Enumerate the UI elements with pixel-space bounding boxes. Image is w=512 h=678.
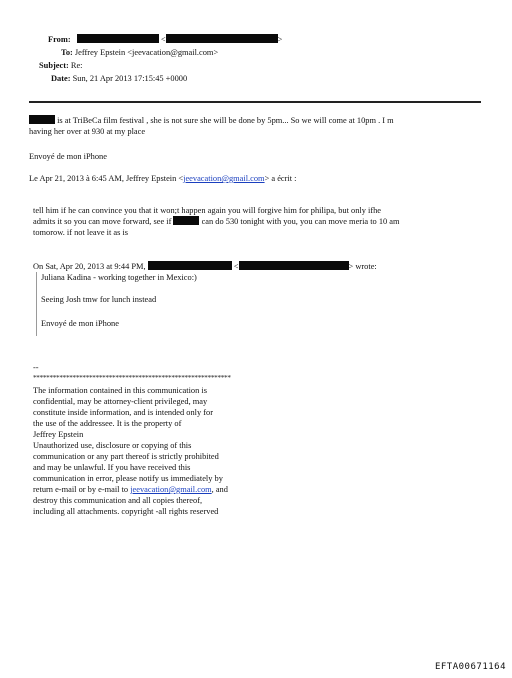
quoted-2-line-1: Juliana Kadina - working together in Mexico:) [41,273,197,282]
to-row [61,47,218,58]
reply-attribution-post: > a écrit : [264,174,297,183]
disclaimer-line: and may be unlawful. If you have received this [33,463,191,472]
quoted-line-3: tomorow. if not leave it as is [33,228,129,237]
sent-from-iphone: Envoyé de mon iPhone [29,152,107,161]
quoted-line-1: tell him if he can convince you that it won;t happen again you will forgive him for philipa, but only ifhe [33,206,382,215]
quote-bar [36,272,37,336]
disclaimer-line: including all attachments. copyright -all rights reserved [33,507,219,516]
notify-pre: return e-mail or by e-mail to [33,485,131,494]
disclaimer-line: communication or any part thereof is strictly prohibited [33,452,219,461]
redaction-block [239,261,349,270]
to-label: To: [61,48,73,57]
from-row [48,34,282,45]
date-row [51,73,187,84]
wrote-post: > wrote: [348,262,377,271]
from-lt: < [160,35,166,44]
body-line-1: is at TriBeCa film festival , she is not sure she will be done by 5pm... So we will come at 10pm . I m [55,116,394,125]
reply-attribution [29,173,297,184]
body-line-2: having her over at 930 at my place [29,127,146,136]
redaction-block [166,34,278,43]
disclaimer-line: the use of the addressee. It is the property of [33,419,182,428]
bates-number: EFTA00671164 [434,662,506,672]
date-value: Sun, 21 Apr 2013 17:15:45 +0000 [72,74,188,83]
quoted-line-2-pre: admits it so you can move forward, see if [33,217,172,226]
disclaimer-line: communication in error, please notify us immediately by [33,474,223,483]
signature-dashes: -- [33,363,39,372]
wrote-attribution [33,261,377,272]
quoted-2-line-3: Envoyé de mon iPhone [41,319,119,328]
reply-attribution-pre: Le Apr 21, 2013 à 6:45 AM, Jeffrey Epstein < [29,174,184,183]
subject-label: Subject: [39,61,69,70]
subject-row [39,60,83,71]
disclaimer-line: destroy this communication and all copies thereof, [33,496,203,505]
wrote-lt: < [233,262,239,271]
from-gt: > [277,35,283,44]
header-divider [29,101,481,103]
disclaimer-notify-line [33,484,228,495]
from-label: From: [48,35,71,44]
redaction-block [29,115,55,124]
redaction-block [77,34,159,43]
email-link[interactable]: jeevacation@gmail.com [130,485,212,494]
quoted-line-2 [33,216,400,227]
notify-post: , and [211,485,228,494]
redaction-block [173,216,199,225]
disclaimer-line: confidential, may be attorney-client privileged, may [33,397,208,406]
disclaimer-line: The information contained in this communication is [33,386,207,395]
quoted-line-2-post: can do 530 tonight with you, you can move meria to 10 am [199,217,400,226]
redaction-block [148,261,232,270]
disclaimer-line: constitute inside information, and is intended only for [33,408,214,417]
disclaimer-block [33,385,228,517]
signature-stars: ************************************************************ [33,374,231,382]
disclaimer-line: Jeffrey Epstein [33,430,84,439]
date-label: Date: [51,74,71,83]
email-link[interactable]: jeevacation@gmail.com [183,174,265,183]
body-paragraph-1 [29,115,394,126]
disclaimer-line: Unauthorized use, disclosure or copying of this [33,441,192,450]
subject-value: Re: [70,61,83,70]
wrote-pre: On Sat, Apr 20, 2013 at 9:44 PM, [33,262,146,271]
to-value: Jeffrey Epstein <jeevacation@gmail.com> [74,48,219,57]
quoted-2-line-2: Seeing Josh tmw for lunch instead [41,295,157,304]
